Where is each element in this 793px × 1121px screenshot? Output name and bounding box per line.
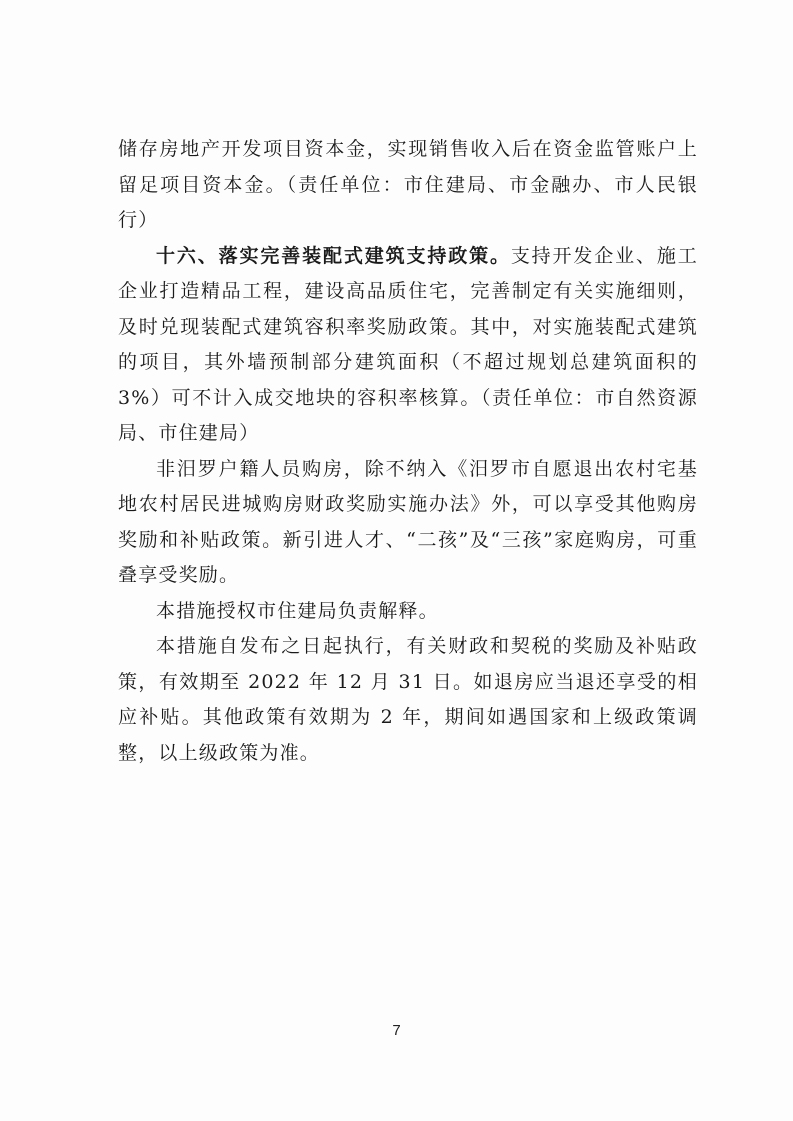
paragraph-continuation (118, 132, 698, 239)
paragraph-section-16 (118, 239, 698, 452)
paragraph-text: 支持开发企业、施工企业打造精品工程，建设高品质住宅，完善制定有关实施细则，及时兑现装配式建筑容积率奖励政策。其中，对实施装配式建筑的项目，其外墙预制部分建筑面积（不超过规划总建筑面积的 3%）可不计入成交地块的容积率核算。（责任单位：市自然资源局、市住建局） (118, 244, 698, 444)
paragraph-effective-date (118, 629, 698, 771)
paragraph-text: 非汨罗户籍人员购房，除不纳入《汨罗市自愿退出农村宅基地农村居民进城购房财政奖励实施办法》外，可以享受其他购房奖励和补贴政策。新引进人才、“二孩”及“三孩”家庭购房，可重叠享受奖励。 (118, 457, 698, 586)
paragraph-non-local-buyers (118, 452, 698, 594)
page-number: 7 (392, 1022, 401, 1039)
document-body (118, 132, 698, 771)
paragraph-interpretation (118, 594, 698, 630)
paragraph-text: 储存房地产开发项目资本金，实现销售收入后在资金监管账户上留足项目资本金。（责任单位：市住建局、市金融办、市人民银行） (118, 138, 698, 231)
paragraph-text: 本措施授权市住建局负责解释。 (156, 599, 439, 622)
section-heading: 十六、落实完善装配式建筑支持政策。 (156, 244, 511, 267)
paragraph-text: 本措施自发布之日起执行，有关财政和契税的奖励及补贴政策，有效期至 2022 年 12 月 31 日。如退房应当退还享受的相应补贴。其他政策有效期为 2 年，期间如遇国家和上级政策调整，以上级政策为准。 (118, 635, 698, 764)
